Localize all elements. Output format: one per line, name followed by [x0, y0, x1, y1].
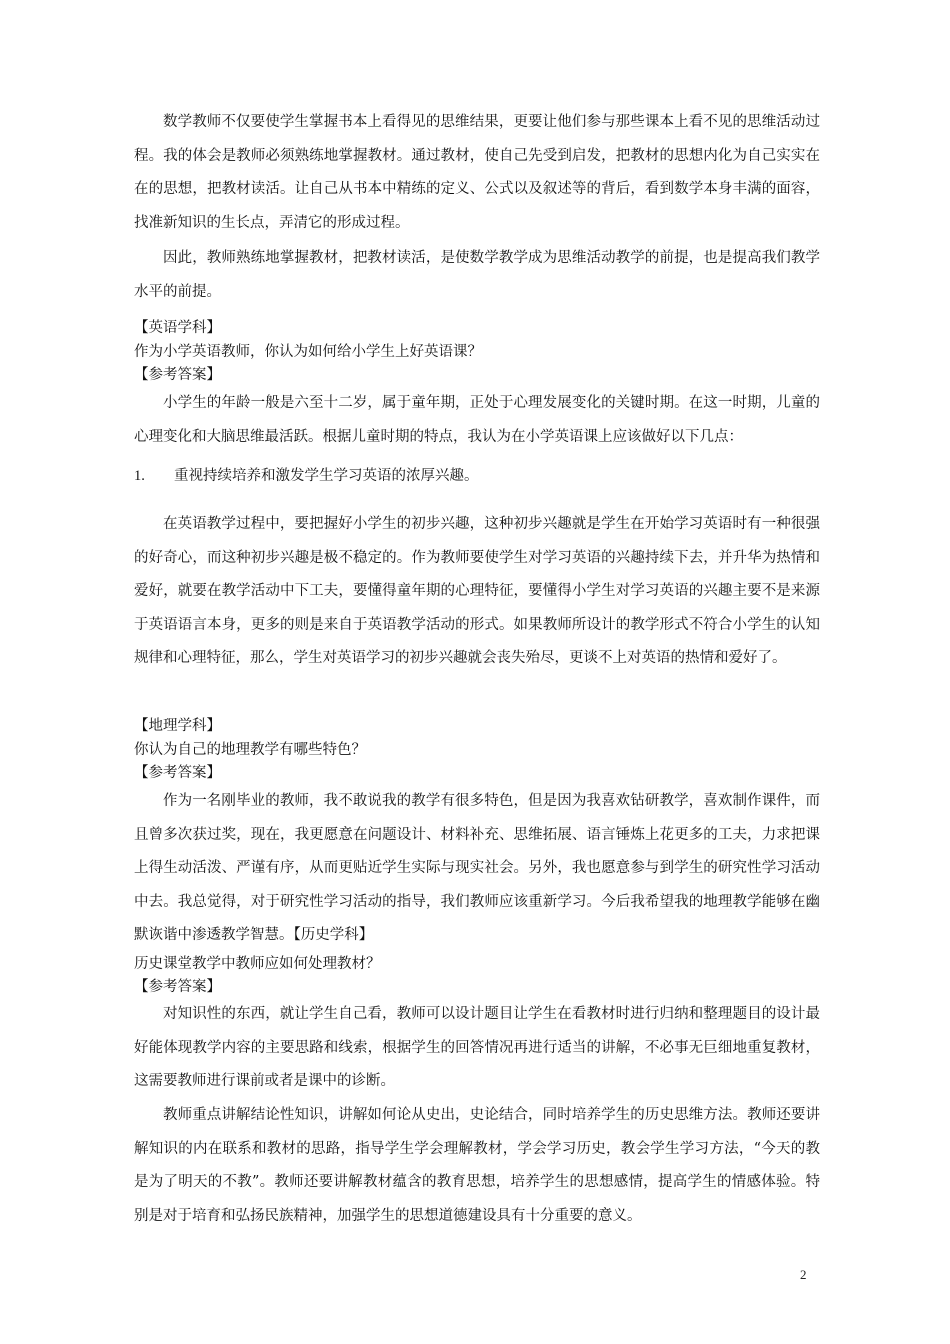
math-paragraph-1: 数学教师不仅要使学生掌握书本上看得见的思维结果，更要让他们参与那些课本上看不见的思维活动过程。我的体会是教师必须熟练地掌握教材。通过教材，使自己先受到启发，把教材的思想内化为自己实实在在的思想，把教材读活。让自己从书本中精练的定义、公式以及叙述等的背后，看到数学本身丰满的面容，找准新知识的生长点，弄清它的形成过程。: [134, 114, 820, 231]
geography-question: 你认为自己的地理教学有哪些特色？: [134, 742, 366, 758]
page-number: 2: [800, 1267, 807, 1282]
english-paragraph-1: 小学生的年龄一般是六至十二岁，属于童年期，正处于心理发展变化的关键时期。在这一时期，儿童的心理变化和大脑思维最活跃。根据儿童时期的特点，我认为在小学英语课上应该做好以下几点：: [134, 395, 820, 445]
english-subject-heading: 【英语学科】: [134, 320, 221, 336]
english-answer-label: 【参考答案】: [134, 367, 221, 383]
list-item-text: 重视持续培养和激发学生学习英语的浓厚兴趣。: [174, 468, 479, 484]
geography-paragraph-1: 作为一名刚毕业的教师，我不敢说我的教学有很多特色，但是因为我喜欢钻研教学，喜欢制作课件，而且曾多次获过奖，现在，我更愿意在问题设计、材料补充、思维拓展、语言锤炼上花更多的工夫，力求把课上得生动活泼、严谨有序，从而更贴近学生实际与现实社会。另外，我也愿意参与到学生的研究性学习活动中去。我总觉得，对于研究性学习活动的指导，我们教师应该重新学习。今后我希望我的地理教学能够在幽默诙谐中渗透教学智慧。【历史学科】: [134, 793, 820, 943]
english-paragraph-2: 在英语教学过程中，要把握好小学生的初步兴趣，这种初步兴趣就是学生在开始学习英语时有一种很强的好奇心，而这种初步兴趣是极不稳定的。作为教师要使学生对学习英语的兴趣持续下去，并升华为热情和爱好，就要在教学活动中下工夫，要懂得童年期的心理特征，要懂得小学生对学习英语的兴趣主要不是来源于英语语言本身，更多的则是来自于英语教学活动的形式。如果教师所设计的教学形式不符合小学生的认知规律和心理特征，那么，学生对英语学习的初步兴趣就会丧失殆尽，更谈不上对英语的热情和爱好了。: [134, 516, 820, 666]
math-paragraph-2: 因此，教师熟练地掌握教材，把教材读活，是使数学教学成为思维活动教学的前提，也是提高我们教学水平的前提。: [134, 250, 820, 300]
geography-subject-heading: 【地理学科】: [134, 718, 221, 734]
list-item-number: 1.: [134, 468, 145, 484]
english-question: 作为小学英语教师，你认为如何给小学生上好英语课？: [134, 344, 482, 360]
history-paragraph-2: 教师重点讲解结论性知识，讲解如何论从史出，史论结合，同时培养学生的历史思维方法。教师还要讲解知识的内在联系和教材的思路，指导学生学会理解教材，学会学习历史，教会学生学习方法，“今天的教是为了明天的不教”。教师还要讲解教材蕴含的教育思想，培养学生的思想感情，提高学生的情感体验。特别是对于培育和弘扬民族精神，加强学生的思想道德建设具有十分重要的意义。: [134, 1107, 820, 1224]
history-question: 历史课堂教学中教师应如何处理教材？: [134, 956, 381, 972]
geography-answer-label: 【参考答案】: [134, 765, 221, 781]
history-paragraph-1: 对知识性的东西，就让学生自己看，教师可以设计题目让学生在看教材时进行归纳和整理题目的设计最好能体现教学内容的主要思路和线索，根据学生的回答情况再进行适当的讲解，不必事无巨细地重复教材，这需要教师进行课前或者是课中的诊断。: [134, 1006, 820, 1089]
history-answer-label: 【参考答案】: [134, 979, 221, 995]
